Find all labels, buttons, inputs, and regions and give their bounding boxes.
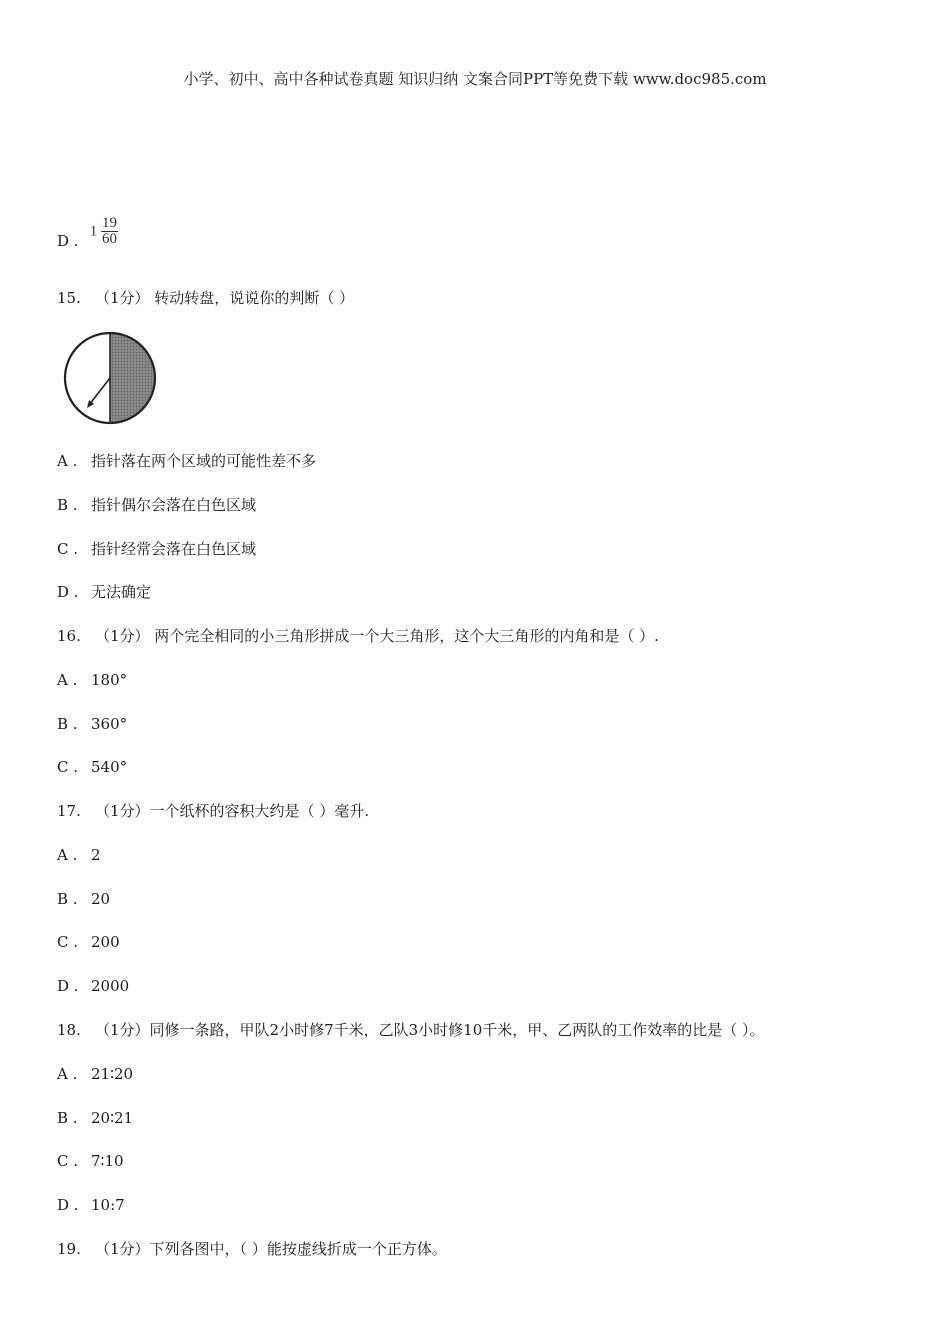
question-text: （1分） 转动转盘，说说你的判断（ ）	[95, 289, 355, 307]
q15-option-c	[57, 539, 256, 559]
option-letter: A .	[57, 846, 78, 864]
option-text: 指针偶尔会落在白色区域	[91, 496, 257, 514]
option-text: 指针经常会落在白色区域	[91, 540, 257, 558]
q18-option-c	[57, 1151, 124, 1171]
option-text: 7∶10	[91, 1152, 124, 1170]
q17-option-c	[57, 932, 120, 952]
q15-option-d	[57, 582, 151, 602]
q16-option-b	[57, 714, 127, 734]
option-letter: D .	[57, 231, 79, 250]
option-text: 360°	[91, 715, 128, 733]
option-letter: D .	[57, 1196, 79, 1214]
question-number: 18.	[57, 1021, 81, 1039]
q17-option-d	[57, 976, 129, 996]
question-text: （1分） 两个完全相同的小三角形拼成一个大三角形，这个大三角形的内角和是（ ）.	[95, 627, 659, 645]
option-letter: B .	[57, 715, 78, 733]
option-text: 无法确定	[91, 583, 152, 601]
option-text: 2	[91, 846, 101, 864]
fraction-numerator: 19	[102, 215, 118, 231]
option-letter: D .	[57, 977, 79, 995]
option-letter: A .	[57, 1065, 78, 1083]
option-text: 2000	[91, 977, 130, 995]
spinner-shaded-half	[110, 333, 155, 423]
page-header: 小学、初中、高中各种试卷真题 知识归纳 文案合同PPT等免费下载 www.doc985.com	[183, 70, 767, 88]
question-number: 16.	[57, 627, 81, 645]
q18-option-d	[57, 1195, 125, 1215]
question-number: 17.	[57, 802, 81, 820]
option-letter: C .	[57, 933, 79, 951]
q15-option-b	[57, 495, 256, 515]
q16-option-a	[57, 670, 127, 690]
option-letter: C .	[57, 758, 79, 776]
fraction-denominator: 60	[102, 231, 118, 247]
q17-option-a	[57, 845, 101, 865]
q18-stem	[57, 1020, 765, 1040]
mixed-fraction	[90, 216, 118, 247]
q19-stem	[57, 1239, 447, 1259]
q16-stem	[57, 626, 659, 646]
option-text: 10:7	[91, 1196, 125, 1214]
question-text: （1分）下列各图中，（ ）能按虚线折成一个正方体。	[95, 1240, 447, 1258]
q15-option-a	[57, 451, 316, 471]
q18-option-b	[57, 1108, 133, 1128]
option-text: 540°	[91, 758, 128, 776]
q14-option-d	[57, 215, 118, 257]
option-letter: C .	[57, 540, 79, 558]
option-text: 20∶21	[91, 1109, 134, 1127]
option-letter: B .	[57, 1109, 78, 1127]
option-letter: D .	[57, 583, 79, 601]
option-text: 20	[91, 890, 111, 908]
question-text: （1分）同修一条路，甲队2小时修7千米，乙队3小时修10千米，甲、乙两队的工作效率的比是（ ）。	[95, 1021, 765, 1039]
q15-stem	[57, 288, 354, 308]
option-text: 200	[91, 933, 120, 951]
spinner-pointer	[89, 378, 110, 405]
question-number: 15.	[57, 289, 81, 307]
question-text: （1分）一个纸杯的容积大约是（ ）毫升.	[95, 802, 370, 820]
option-text: 21∶20	[91, 1065, 134, 1083]
question-number: 19.	[57, 1240, 81, 1258]
option-letter: A .	[57, 452, 78, 470]
q17-stem	[57, 801, 369, 821]
option-letter: A .	[57, 671, 78, 689]
spinner-figure	[60, 330, 160, 426]
option-letter: B .	[57, 496, 78, 514]
q16-option-c	[57, 757, 127, 777]
q18-option-a	[57, 1064, 133, 1084]
option-letter: B .	[57, 890, 78, 908]
option-text: 180°	[91, 671, 128, 689]
fraction-whole: 1	[89, 223, 98, 240]
q17-option-b	[57, 889, 110, 909]
option-text: 指针落在两个区域的可能性差不多	[91, 452, 317, 470]
option-letter: C .	[57, 1152, 79, 1170]
